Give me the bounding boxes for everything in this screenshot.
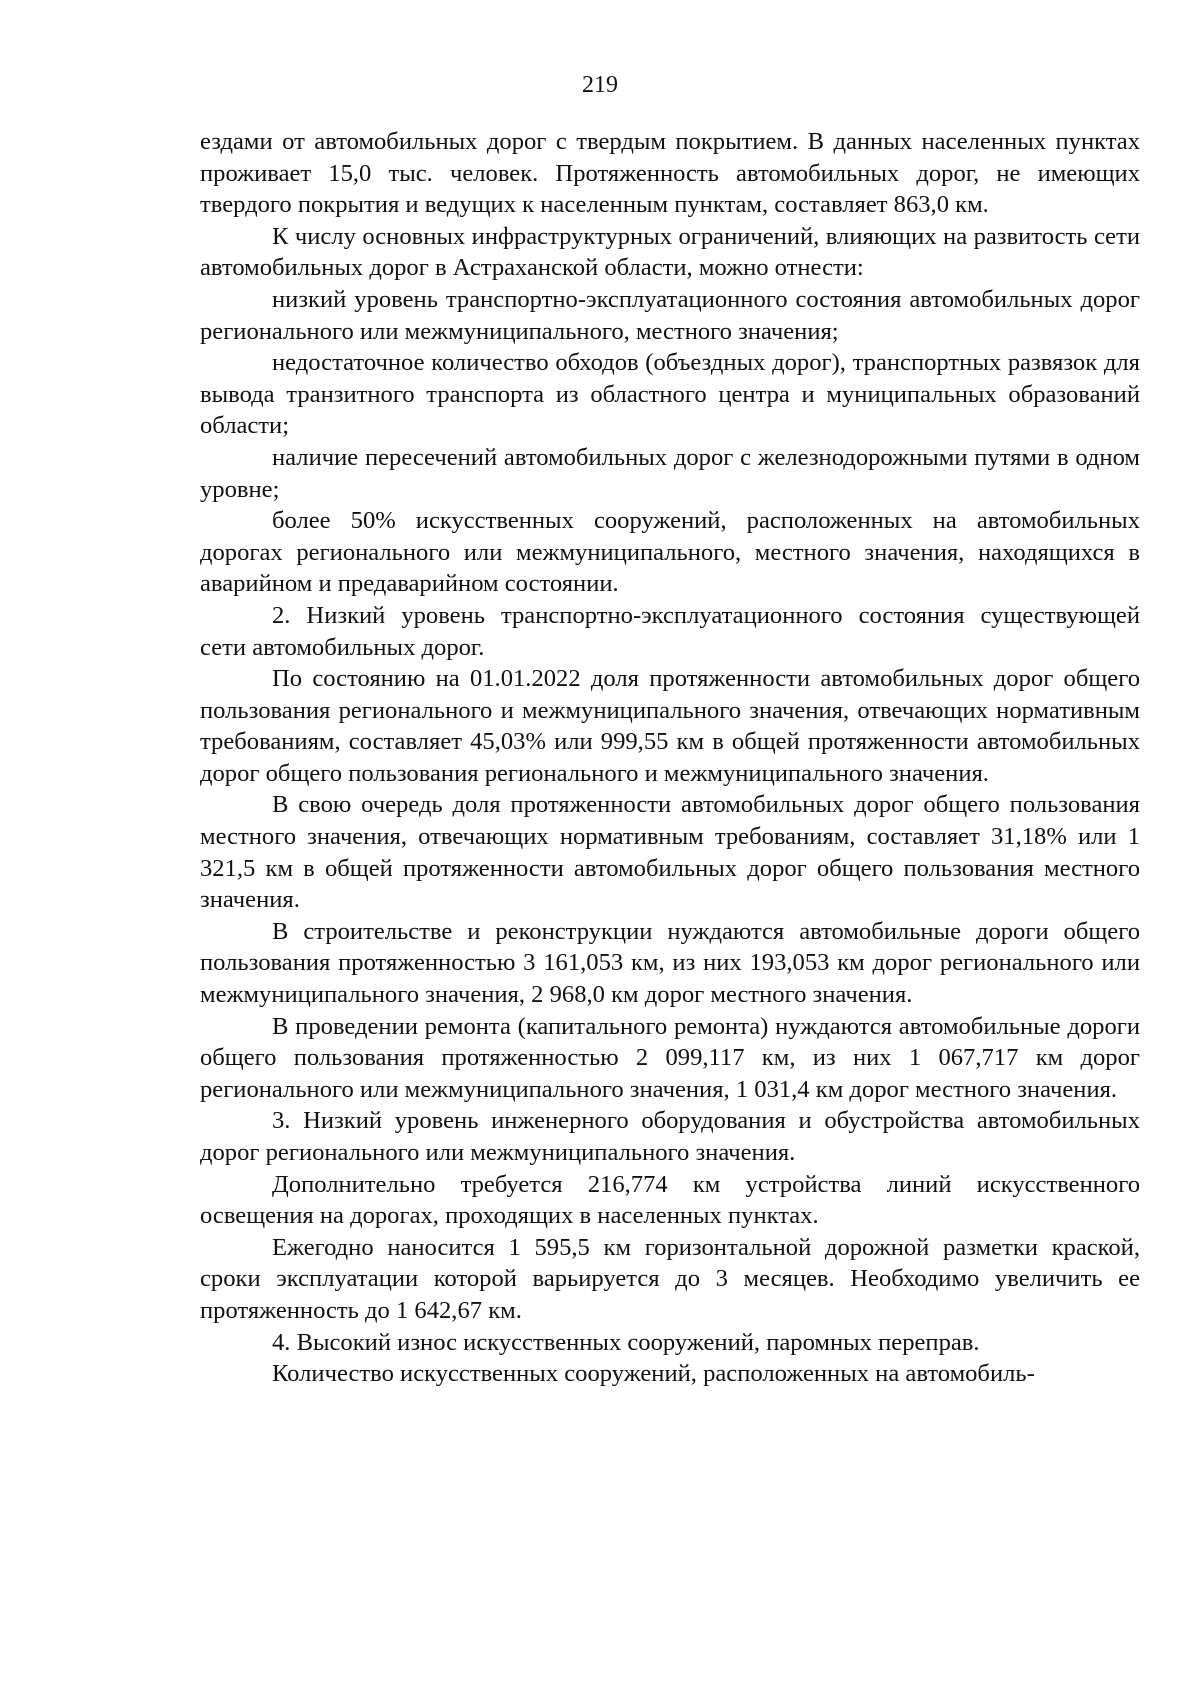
paragraph-truncated: Количество искусственных сооружений, расположенных на автомобиль- bbox=[272, 1360, 1035, 1388]
numbered-paragraph: 2. Низкий уровень транспортно-эксплуатационного состояния существующей сети автомобильных дорог. bbox=[200, 601, 1140, 661]
paragraph: В свою очередь доля протяженности автомобильных дорог общего пользования местного значения, отвечающих нормативным требованиям, составляет 31,18% или 1 321,5 км в общей протяженности автомобильных дорог общего пользования местного значения. bbox=[200, 791, 1140, 914]
list-item-paragraph: недостаточное количество обходов (объездных дорог), транспортных развязок для вывода транзитного транспорта из областного центра и муниципальных образований области; bbox=[200, 349, 1140, 440]
paragraph: Ежегодно наносится 1 595,5 км горизонтальной дорожной разметки краской, сроки эксплуатации которой варьируется до 3 месяцев. Необходимо увеличить ее протяженность до 1 642,67 км. bbox=[200, 1233, 1140, 1324]
paragraph: В строительстве и реконструкции нуждаются автомобильные дороги общего пользования протяженностью 3 161,053 км, из них 193,053 км дорог регионального или межмуниципального значения, 2 968,0 км дорог местного значения. bbox=[200, 917, 1140, 1009]
paragraph: По состоянию на 01.01.2022 доля протяженности автомобильных дорог общего пользования регионального и межмуниципального значения, отвечающих нормативным требованиям, составляет 45,03% или 999,55 км в общей протяженности автомобильных дорог общего пользования регионального и межмуниципального значения. bbox=[200, 665, 1140, 787]
list-item-paragraph: более 50% искусственных сооружений, расположенных на автомобильных дорогах регионального или межмуниципального, местного значения, находящихся в аварийном и предаварийном состоянии. bbox=[200, 507, 1140, 598]
list-item-paragraph: наличие пересечений автомобильных дорог с железнодорожными путями в одном уровне; bbox=[200, 443, 1140, 503]
numbered-paragraph: 4. Высокий износ искусственных сооружений, паромных переправ. bbox=[272, 1328, 980, 1356]
paragraph-continuation: ездами от автомобильных дорог с твердым покрытием. В данных населенных пунктах проживает 15,0 тыс. человек. Протяженность автомобильных дорог, не имеющих твердого покрытия и ведущих к населенным пунктам, составляет 863,0 км. bbox=[200, 128, 1140, 219]
numbered-paragraph: 3. Низкий уровень инженерного оборудования и обустройства автомобильных дорог регионального или межмуниципального значения. bbox=[200, 1107, 1140, 1166]
paragraph: Дополнительно требуется 216,774 км устройства линий искусственного освещения на дорогах, проходящих в населенных пунктах. bbox=[200, 1170, 1140, 1230]
body-text bbox=[200, 126, 1140, 1390]
paragraph: К числу основных инфраструктурных ограничений, влияющих на развитость сети автомобильных дорог в Астраханской области, можно отнести: bbox=[200, 222, 1140, 282]
list-item-paragraph: низкий уровень транспортно-эксплуатационного состояния автомобильных дорог регионального или межмуниципального, местного значения; bbox=[200, 285, 1140, 345]
page-number: 219 bbox=[582, 72, 618, 98]
paragraph: В проведении ремонта (капитального ремонта) нуждаются автомобильные дороги общего пользования протяженностью 2 099,117 км, из них 1 067,717 км дорог регионального или межмуниципального значения, 1 031,4 км дорог местного значения. bbox=[200, 1012, 1140, 1103]
